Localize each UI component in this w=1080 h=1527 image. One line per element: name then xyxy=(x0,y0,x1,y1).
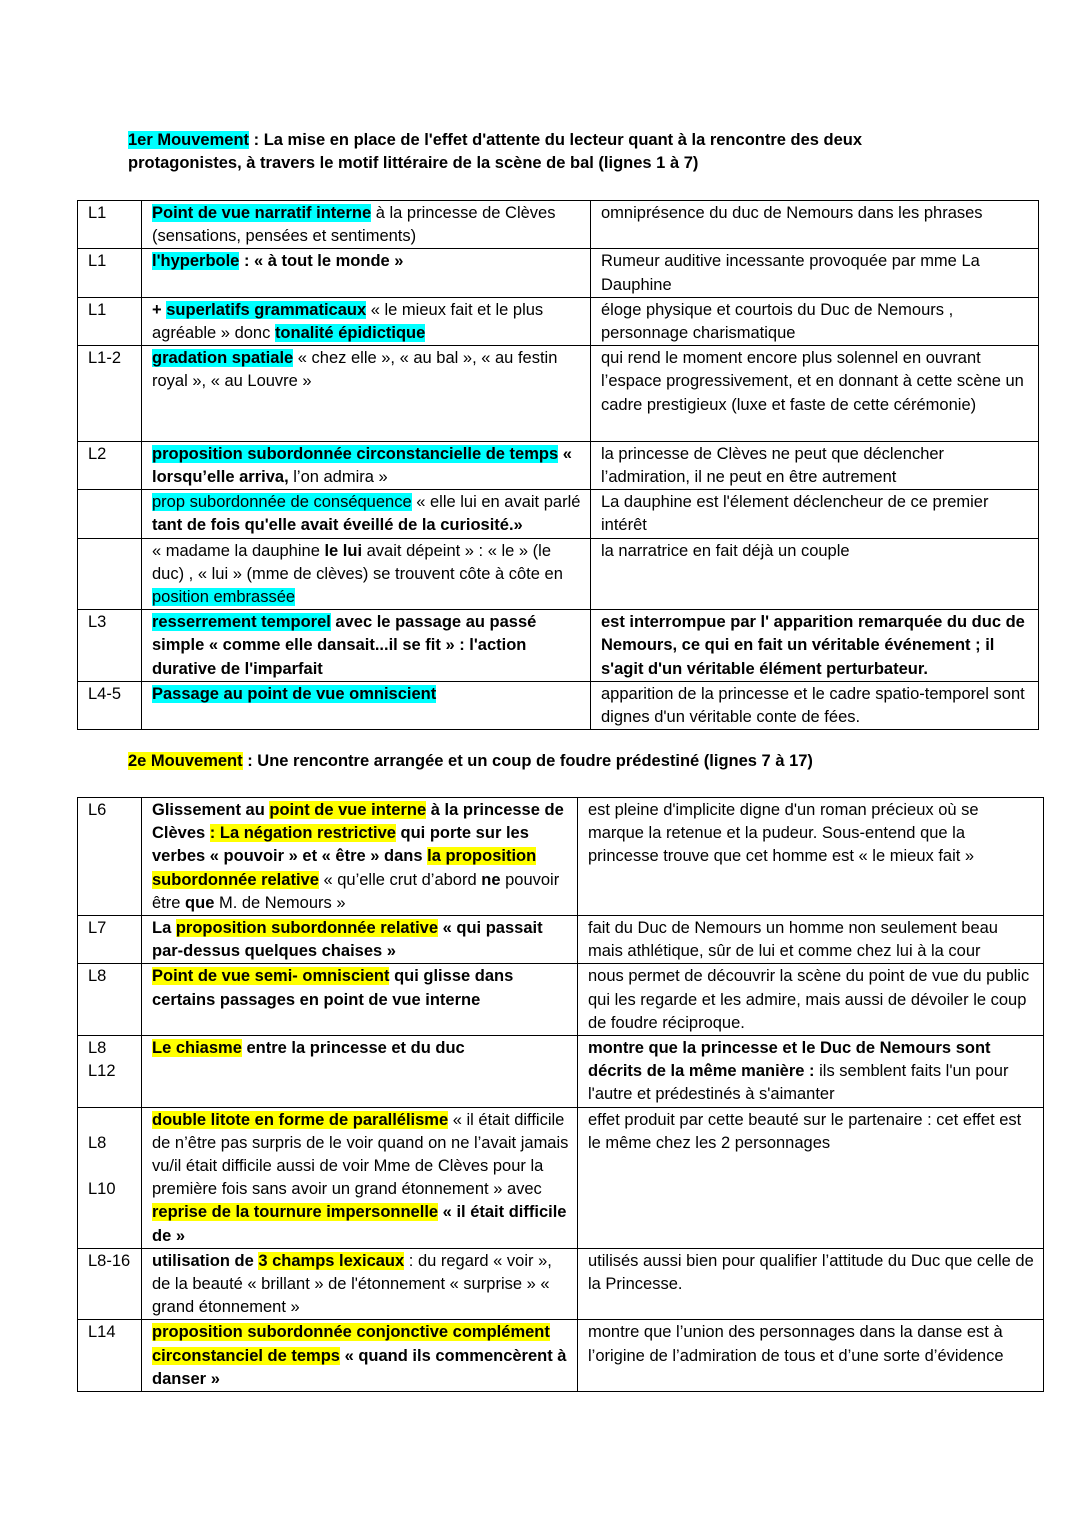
line-ref-cell: L14 xyxy=(78,1320,142,1392)
line-ref-cell: L3 xyxy=(78,610,142,682)
procede-cell xyxy=(142,297,591,345)
line-ref-cell: L1 xyxy=(78,297,142,345)
table-mouvement-1 xyxy=(77,200,1039,730)
text-segment: éloge physique et courtois du Duc de Nemours , personnage charismatique xyxy=(601,300,954,343)
text-segment: ne xyxy=(481,870,501,889)
effet-cell xyxy=(591,538,1039,610)
line-ref-cell: L8 L10 xyxy=(78,1107,142,1248)
text-segment: est interrompue par l' apparition remarquée du duc de Nemours, ce qui en fait un véritable événement ; il s'agit d'un véritable élément perturbateur. xyxy=(601,613,1025,678)
line-ref-cell: L7 xyxy=(78,916,142,964)
text-segment: omniprésence du duc de Nemours dans les phrases xyxy=(601,204,983,222)
text-segment: double litote en forme de parallélisme xyxy=(152,1110,449,1129)
text-segment: montre que l’union des personnages dans la danse est à l’origine de l’admiration de tous et d’une sorte d’évidence xyxy=(588,1323,1004,1365)
text-segment: La xyxy=(152,919,176,938)
procede-cell xyxy=(142,201,591,249)
text-segment: ils semblent faits l'un pour l'autre et prédestinés à s'aimanter xyxy=(588,1062,1009,1104)
text-segment: qui rend le moment encore plus solennel en ouvrant l’espace progressivement, et en donnant à cette scène un cadre prestigieux (luxe et faste de cette cérémonie) xyxy=(601,349,1024,414)
line-ref-cell: L6 xyxy=(78,798,142,916)
text-segment: reprise de la tournure impersonnelle xyxy=(152,1203,439,1222)
text-segment: gradation spatiale xyxy=(152,349,294,368)
effet-cell xyxy=(591,249,1039,297)
table-row xyxy=(78,538,1039,610)
line-ref-cell: L1-2 xyxy=(78,346,142,442)
text-segment: à la princesse de Clèves xyxy=(152,801,564,843)
text-segment: M. de Nemours » xyxy=(214,893,346,912)
effet-cell xyxy=(591,201,1039,249)
procede-cell xyxy=(142,1107,578,1248)
text-segment: « il était difficile de n’être pas surpris de le voir quand on ne l’avait jamais vu/il était difficile aussi de voir Mme de Clèves pour la première fois sans avoir un grand étonnement » avec xyxy=(152,1110,569,1199)
text-segment: la proposition subordonnée relative xyxy=(152,847,537,889)
line-ref-cell xyxy=(78,538,142,610)
table-row xyxy=(78,964,1044,1036)
text-segment: « qu’elle crut d’abord xyxy=(318,870,482,889)
text-segment: la narratrice en fait déjà un couple xyxy=(601,541,850,560)
effet-cell xyxy=(591,681,1039,729)
text-segment: l'hyperbole xyxy=(152,252,240,271)
text-segment: utilisation de xyxy=(152,1251,259,1270)
effet-cell xyxy=(578,798,1044,916)
text-segment: « il était difficile de » xyxy=(152,1203,567,1245)
line-ref-cell xyxy=(78,490,142,538)
effet-cell xyxy=(591,441,1039,489)
heading-mouvement-2 xyxy=(128,750,928,773)
procede-cell xyxy=(142,798,578,916)
text-segment: superlatifs grammaticaux xyxy=(166,300,367,319)
table-row xyxy=(78,490,1039,538)
effet-cell xyxy=(578,964,1044,1036)
text-segment: fait du Duc de Nemours un homme non seulement beau mais athlétique, sûr de lui et comme chez lui à la cour xyxy=(588,919,998,961)
effet-cell xyxy=(578,1107,1044,1248)
procede-cell xyxy=(142,346,591,442)
table-row xyxy=(78,346,1039,442)
text-segment: Point de vue semi- omniscient xyxy=(152,967,390,986)
procede-cell xyxy=(142,1248,578,1320)
text-segment: à la princesse de Clèves (sensations, pensées et sentiments) xyxy=(152,204,556,246)
effet-cell xyxy=(578,1248,1044,1320)
text-segment: avait dépeint » : « le » (le duc) , « lui » (mme de clèves) se trouvent côte à côte en xyxy=(152,541,563,583)
table-row xyxy=(78,1320,1044,1392)
text-segment: montre que la princesse et le Duc de Nemours sont décrits de la même manière : xyxy=(588,1039,991,1081)
text-segment: « chez elle », « au bal », « au festin royal », « au Louvre » xyxy=(152,349,558,391)
text-segment: utilisés aussi bien pour qualifier l’attitude du Duc que celle de la Princesse. xyxy=(588,1251,1034,1294)
line-ref-cell: L8 L12 xyxy=(78,1036,142,1108)
text-segment: : du regard « voir », de la beauté « brillant » de l'étonnement « surprise » « grand étonnement » xyxy=(152,1251,552,1317)
text-segment: Point de vue narratif interne xyxy=(152,204,372,222)
text-segment: proposition subordonnée relative xyxy=(175,919,439,938)
table-row xyxy=(78,1248,1044,1320)
procede-cell xyxy=(142,538,591,610)
effet-cell xyxy=(591,490,1039,538)
text-segment: tonalité épidictique xyxy=(274,324,426,343)
text-segment: : La négation restrictive xyxy=(209,824,396,843)
text-segment: « quand ils commencèrent à danser » xyxy=(152,1346,567,1388)
text-segment: que xyxy=(185,893,215,912)
procede-cell xyxy=(142,1036,578,1108)
text-segment: l’on admira » xyxy=(293,468,388,487)
effet-cell xyxy=(591,297,1039,345)
text-segment: « madame la dauphine xyxy=(152,541,325,560)
mouvement-1-label: 1er Mouvement xyxy=(128,131,250,149)
procede-cell xyxy=(142,681,591,729)
text-segment: point de vue interne xyxy=(269,801,427,819)
effet-cell xyxy=(578,1036,1044,1108)
text-segment: le lui xyxy=(324,541,363,560)
text-segment: apparition de la princesse et le cadre spatio-temporel sont dignes d'un véritable conte de fées. xyxy=(601,684,1025,727)
text-segment: + xyxy=(152,300,167,319)
mouvement-2-text: : Une rencontre arrangée et un coup de foudre prédestiné (lignes 7 à 17) xyxy=(242,752,813,770)
procede-cell xyxy=(142,441,591,489)
text-segment: resserrement temporel xyxy=(152,613,331,632)
text-segment: proposition subordonnée conjonctive complément circonstanciel de temps xyxy=(152,1323,550,1365)
text-segment: La dauphine est l'élement déclencheur de ce premier intérêt xyxy=(601,493,989,535)
text-segment: « le mieux fait et le plus agréable » donc xyxy=(152,300,544,343)
text-segment: effet produit par cette beauté sur le partenaire : cet effet est le même chez les 2 personnages xyxy=(588,1110,1022,1152)
effet-cell xyxy=(591,346,1039,442)
text-segment: Le chiasme xyxy=(152,1039,242,1058)
line-ref-cell: L2 xyxy=(78,441,142,489)
table-row xyxy=(78,681,1039,729)
text-segment: prop subordonnée de conséquence xyxy=(152,493,412,512)
text-segment: est pleine d'implicite digne d'un roman précieux où se marque la retenue et la pudeur. Sous-entend que la princesse trouve que cet homme est « le mieux fait » xyxy=(588,801,979,866)
effet-cell xyxy=(578,916,1044,964)
text-segment: la princesse de Clèves ne peut que déclencher l’admiration, il ne peut en être autrement xyxy=(601,444,945,487)
table-row xyxy=(78,610,1039,682)
table-row xyxy=(78,441,1039,489)
text-segment: 3 champs lexicaux xyxy=(258,1251,405,1270)
procede-cell xyxy=(142,249,591,297)
text-segment: qui porte sur les verbes « pouvoir » et « être » dans xyxy=(152,824,529,866)
mouvement-2-label: 2e Mouvement xyxy=(128,752,243,770)
text-segment: Passage au point de vue omniscient xyxy=(152,684,437,703)
line-ref-cell: L8 xyxy=(78,964,142,1036)
effet-cell xyxy=(591,610,1039,682)
text-segment: position embrassée xyxy=(152,588,296,607)
procede-cell xyxy=(142,1320,578,1392)
text-segment: nous permet de découvrir la scène du point de vue du public qui les regarde et les admire, mais aussi de dévoiler le coup de foudre réciproque. xyxy=(588,967,1030,1032)
table-row xyxy=(78,916,1044,964)
text-segment: Glissement au xyxy=(152,801,270,819)
text-segment: Rumeur auditive incessante provoquée par mme La Dauphine xyxy=(601,252,980,294)
line-ref-cell: L1 xyxy=(78,201,142,249)
text-segment: avec le passage au passé simple « comme elle dansait...il se fit » : l'action durative de l'imparfait xyxy=(152,613,537,678)
text-segment: tant de fois qu'elle avait éveillé de la curiosité.» xyxy=(152,516,523,535)
text-segment: qui glisse dans certains passages en point de vue interne xyxy=(152,967,514,1009)
procede-cell xyxy=(142,490,591,538)
text-segment: entre la princesse et du duc xyxy=(241,1039,465,1058)
text-segment: pouvoir être xyxy=(152,870,560,912)
mouvement-1-text: : La mise en place de l'effet d'attente du lecteur quant à la rencontre des deux protagonistes, à travers le motif littéraire de la scène de bal (lignes 1 à 7) xyxy=(128,131,863,173)
text-segment: proposition subordonnée circonstancielle de temps xyxy=(152,444,559,463)
text-segment: « qui passait par-dessus quelques chaises » xyxy=(152,919,543,961)
line-ref-cell: L4-5 xyxy=(78,681,142,729)
table-mouvement-2 xyxy=(77,797,1044,1392)
table-row xyxy=(78,1107,1044,1248)
table-row xyxy=(78,297,1039,345)
procede-cell xyxy=(142,964,578,1036)
table-row xyxy=(78,249,1039,297)
table-row xyxy=(78,201,1039,249)
effet-cell xyxy=(578,1320,1044,1392)
procede-cell xyxy=(142,610,591,682)
text-segment: « lorsqu’elle arriva, xyxy=(152,444,572,487)
text-segment: « elle lui en avait parlé xyxy=(411,493,581,512)
heading-mouvement-1 xyxy=(128,129,928,175)
table-row xyxy=(78,798,1044,916)
text-segment: : « à tout le monde » xyxy=(239,252,404,271)
table-row xyxy=(78,1036,1044,1108)
line-ref-cell: L8-16 xyxy=(78,1248,142,1320)
procede-cell xyxy=(142,916,578,964)
line-ref-cell: L1 xyxy=(78,249,142,297)
